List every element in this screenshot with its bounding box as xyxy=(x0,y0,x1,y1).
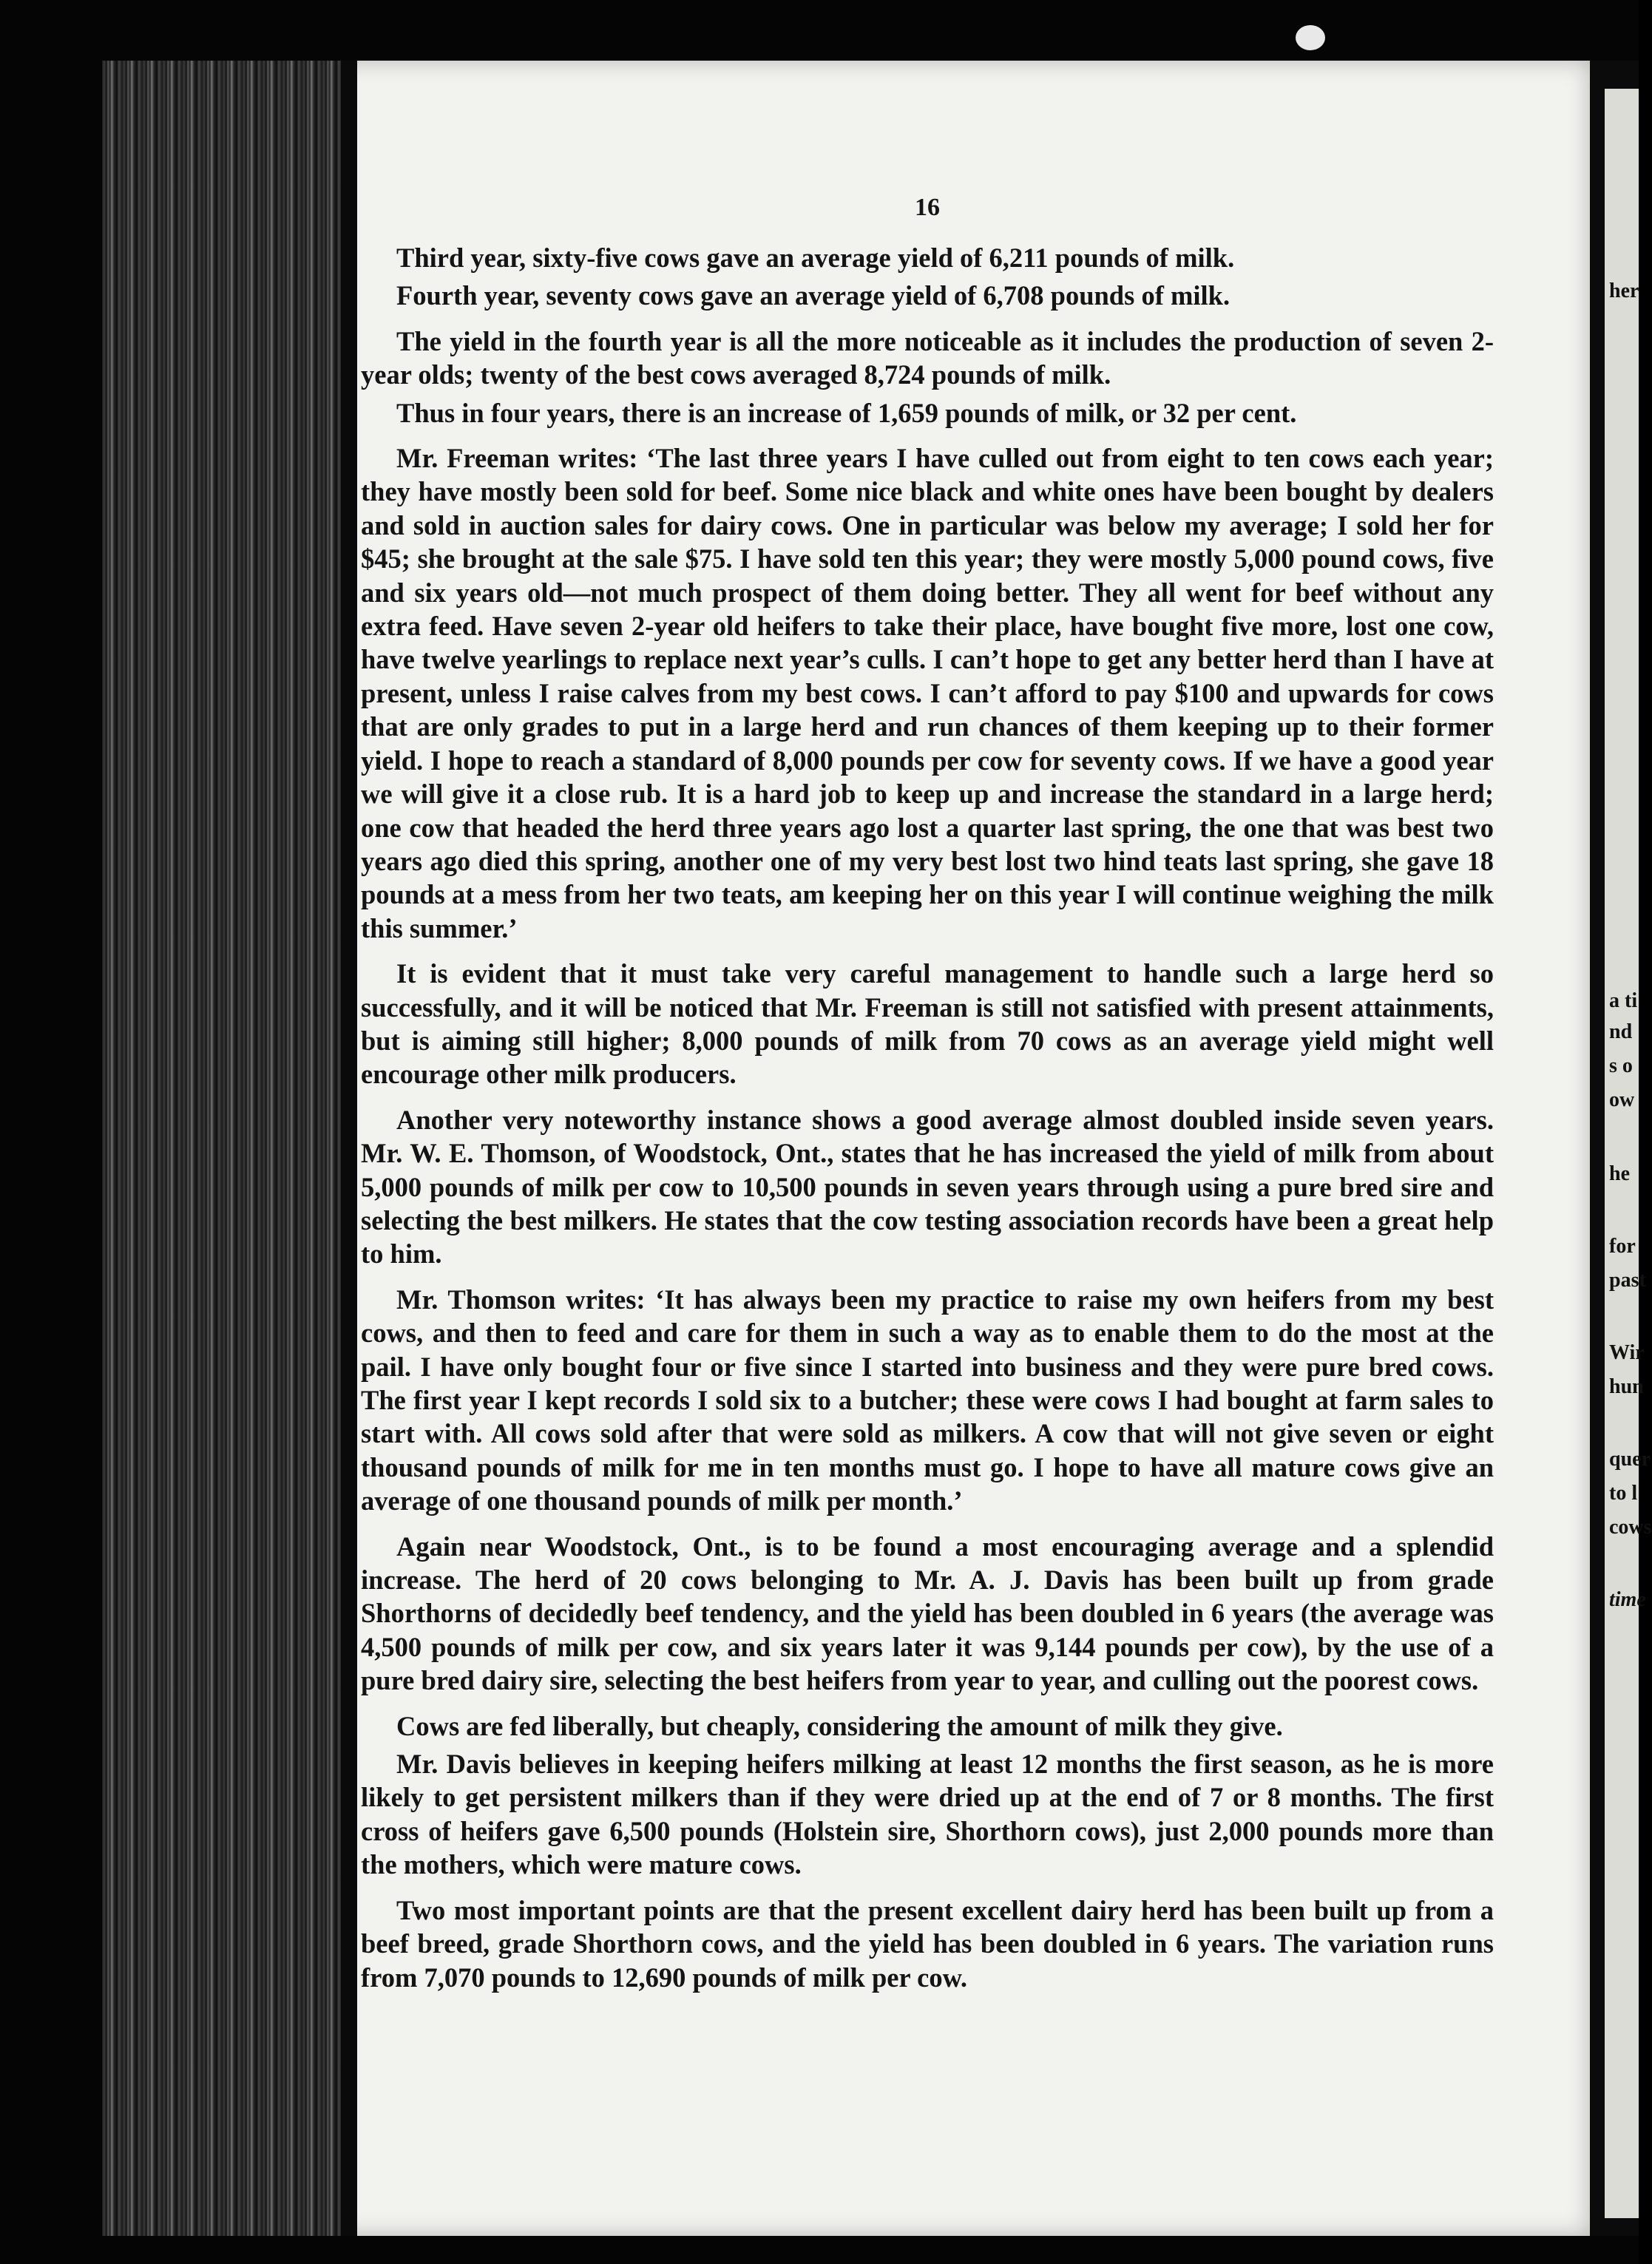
paragraph: The yield in the fourth year is all the more noticeable as it includes the production of seven 2-year olds; twenty of the best cows averaged 8,724 pounds of milk. xyxy=(361,325,1494,390)
adjacent-page-fragment: a ti xyxy=(1609,989,1638,1012)
adjacent-page-fragment: hun xyxy=(1609,1375,1644,1398)
adjacent-page-fragment: for xyxy=(1609,1235,1636,1258)
adjacent-page-fragment: Wir xyxy=(1609,1341,1645,1364)
adjacent-page-fragment: time xyxy=(1609,1588,1646,1611)
adjacent-page-fragment: he xyxy=(1609,1162,1630,1185)
paragraph: Another very noteworthy instance shows a good average almost doubled inside seven years. Mr. W. E. Thomson, of Woodstock, Ont., states that he has increased the yield of milk from about 5,000 pounds of milk per cow to 10,500 pounds in seven years through using a pure bred sire and selecting the best milkers. He states that the cow testing association records have been a great help to him. xyxy=(361,1104,1494,1270)
paragraph: Third year, sixty-five cows gave an average yield of 6,211 pounds of milk. xyxy=(396,243,1235,273)
adjacent-page-fragment: past xyxy=(1609,1269,1646,1292)
paragraph: Cows are fed liberally, but cheaply, considering the amount of milk they give. xyxy=(396,1710,1283,1741)
adjacent-page-fragment: to l xyxy=(1609,1482,1638,1505)
adjacent-page-fragment: quer xyxy=(1609,1448,1651,1471)
adjacent-page-fragment: cows xyxy=(1609,1516,1652,1539)
adjacent-page-fragment: s o xyxy=(1609,1054,1633,1077)
paragraph: Mr. Thomson writes: ‘It has always been my practice to raise my own heifers from my best cows, and then to feed and care for them in such a way as to enable them to do the most at the pail. I have only bought four or five since I started into business and they were pure bred cows. The first year I kept records I sold six to a butcher; these were cows I had bought at farm sales to start with. All cows sold after that were sold as milkers. A cow that will not give seven or eight thousand pounds of milk for me in ten months must go. I hope to have all mature cows give an average of one thousand pounds of milk per month.’ xyxy=(361,1284,1494,1516)
adjacent-page-strip xyxy=(1605,89,1639,2218)
paragraph: Mr. Freeman writes: ‘The last three years I have culled out from eight to ten cows each year; they have mostly been sold for beef. Some nice black and white ones have been bought by dealers and sold in auction sales for dairy cows. One in particular was below my average; I sold her for $45; she brought at the sale $75. I have sold ten this year; they were mostly 5,000 pound cows, five and six years old—not much prospect of them doing better. They all went for beef without any extra feed. Have seven 2-year old heifers to take their place, have bought five more, lost one cow, have twelve yearlings to replace next year’s culls. I can’t hope to get any better herd than I have at present, unless I raise calves from my best cows. I can’t afford to pay $100 and upwards for cows that are only grades to put in a large herd and run chances of them keeping up to their former yield. I hope to reach a standard of 8,000 pounds per cow for seventy cows. If we have a good year we will give it a close rub. It is a hard job to keep up and increase the standard in a large herd; one cow that headed the herd three years ago lost a quarter last spring, the one that was best two years ago died this spring, another one of my very best lost two hind teats last spring, she gave 18 pounds at a mess from her two teats, am keeping her on this year I will continue weighing the milk this summer.’ xyxy=(361,443,1494,943)
paragraph: Fourth year, seventy cows gave an average yield of 6,708 pounds of milk. xyxy=(396,280,1230,311)
adjacent-page-fragment: her xyxy=(1609,279,1639,302)
paragraph: Thus in four years, there is an increase of 1,659 pounds of milk, or 32 per cent. xyxy=(396,397,1297,428)
book-binding-gutter xyxy=(102,61,357,2236)
page-number: 16 xyxy=(915,194,940,221)
adjacent-page-fragment: nd xyxy=(1609,1020,1633,1043)
page-text-block xyxy=(361,194,1494,2006)
punch-hole-mark xyxy=(1296,25,1325,50)
adjacent-page-fragment: ow xyxy=(1609,1088,1635,1111)
paragraph: Two most important points are that the present excellent dairy herd has been built up from a beef breed, grade Shorthorn cows, and the yield has been doubled in 6 years. The variation runs from 7,070 pounds to 12,690 pounds of milk per cow. xyxy=(361,1894,1494,1993)
paragraph: It is evident that it must take very careful management to handle such a large herd so successfully, and it will be noticed that Mr. Freeman is still not satisfied with present attainments, but is aiming still higher; 8,000 pounds of milk from 70 cows as an average yield might well encourage other milk producers. xyxy=(361,958,1494,1090)
paragraph: Mr. Davis believes in keeping heifers milking at least 12 months the first season, as he is more likely to get persistent milkers than if they were dried up at the end of 7 or 8 months. The first cross of heifers gave 6,500 pounds (Holstein sire, Shorthorn cows), just 2,000 pounds more than the mothers, which were mature cows. xyxy=(361,1749,1494,1880)
paragraph: Again near Woodstock, Ont., is to be found a most encouraging average and a splendid increase. The herd of 20 cows belonging to Mr. A. J. Davis has been built up from grade Shorthorns of decidedly beef tendency, and the yield has been doubled in 6 years (the average was 4,500 pounds of milk per cow, and six years later it was 9,144 pounds per cow), by the use of a pure bred dairy sire, selecting the best heifers from year to year, and culling out the poorest cows. xyxy=(361,1531,1494,1696)
